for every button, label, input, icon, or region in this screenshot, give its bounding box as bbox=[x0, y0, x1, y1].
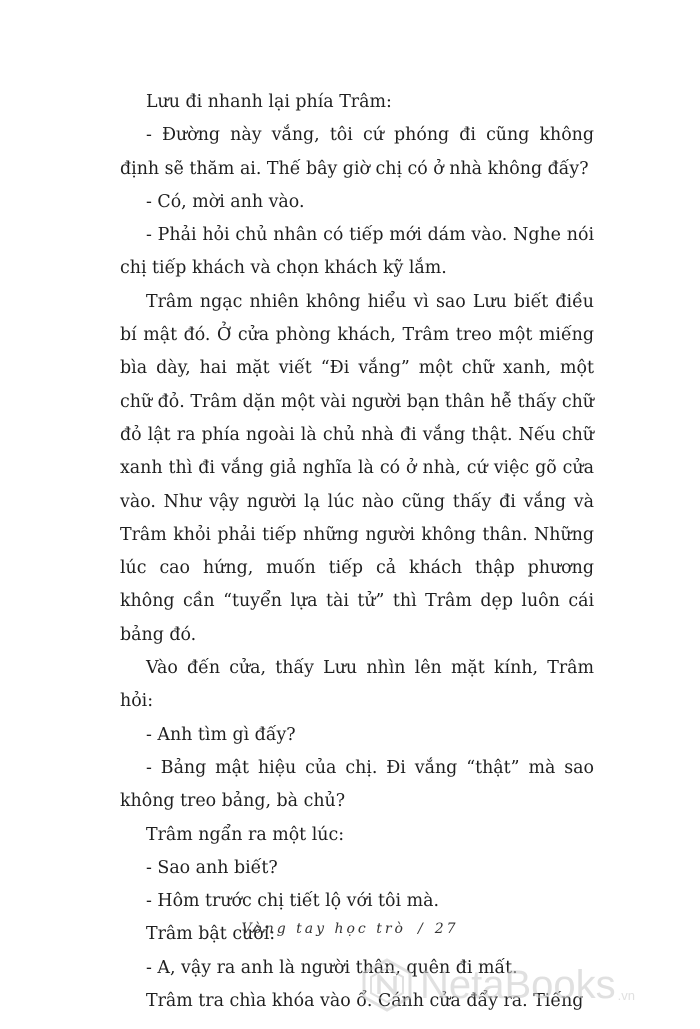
paragraph: - Hôm trước chị tiết lộ với tôi mà. bbox=[146, 891, 439, 912]
footer-book-title: Vòng tay học trò bbox=[241, 921, 406, 937]
watermark-brand: NetaBooks bbox=[420, 962, 616, 1007]
paragraph: - Đường này vắng, tôi cứ phóng đi cũng không định sẽ thăm ai. Thế bây giờ chị có ở nhà không đấy? bbox=[120, 125, 594, 179]
netabooks-logo-icon bbox=[360, 958, 414, 1012]
footer-page-number: 27 bbox=[434, 921, 459, 937]
paragraph: - Anh tìm gì đấy? bbox=[146, 724, 296, 745]
watermark bbox=[360, 955, 690, 1015]
paragraph: - Sao anh biết? bbox=[146, 857, 278, 878]
watermark-suffix: .vn bbox=[617, 987, 636, 1003]
paragraph: Lưu đi nhanh lại phía Trâm: bbox=[146, 92, 392, 112]
page-body bbox=[120, 86, 594, 1018]
paragraph: Trâm tra chìa khóa vào ổ. Cánh cửa đẩy ra. Tiếng bbox=[146, 991, 584, 1012]
paragraph: - Có, mời anh vào. bbox=[146, 191, 305, 212]
page-footer bbox=[0, 921, 700, 937]
paragraph: - Phải hỏi chủ nhân có tiếp mới dám vào. Nghe nói chị tiếp khách và chọn khách kỹ lắm. bbox=[120, 225, 594, 279]
paragraph: Trâm bật cười: bbox=[146, 924, 276, 945]
paragraph: Trâm ngẩn ra một lúc: bbox=[146, 824, 345, 845]
paragraph: - A, vậy ra anh là người thân, quên đi mất. bbox=[146, 957, 518, 978]
paragraph: Trâm ngạc nhiên không hiểu vì sao Lưu biết điều bí mật đó. Ở cửa phòng khách, Trâm treo một miếng bìa dày, hai mặt viết “Đi vắng” một chữ xanh, một chữ đỏ. Trâm dặn một vài người bạn thân hễ thấy chữ đỏ lật ra phía ngoài là chủ nhà đi vắng thật. Nếu chữ xanh thì đi vắng giả nghĩa là có ở nhà, cứ việc gõ cửa vào. Như vậy người lạ lúc nào cũng thấy đi vắng và Trâm khỏi phải tiếp những người không thân. Những lúc cao hứng, muốn tiếp cả khách thập phương không cần “tuyển lựa tài tử” thì Trâm dẹp luôn cái bảng đó. bbox=[120, 291, 594, 645]
paragraph: Vào đến cửa, thấy Lưu nhìn lên mặt kính, Trâm hỏi: bbox=[120, 658, 594, 712]
footer-separator: / bbox=[417, 921, 423, 937]
paragraph: - Bảng mật hiệu của chị. Đi vắng “thật” mà sao không treo bảng, bà chủ? bbox=[120, 757, 594, 812]
